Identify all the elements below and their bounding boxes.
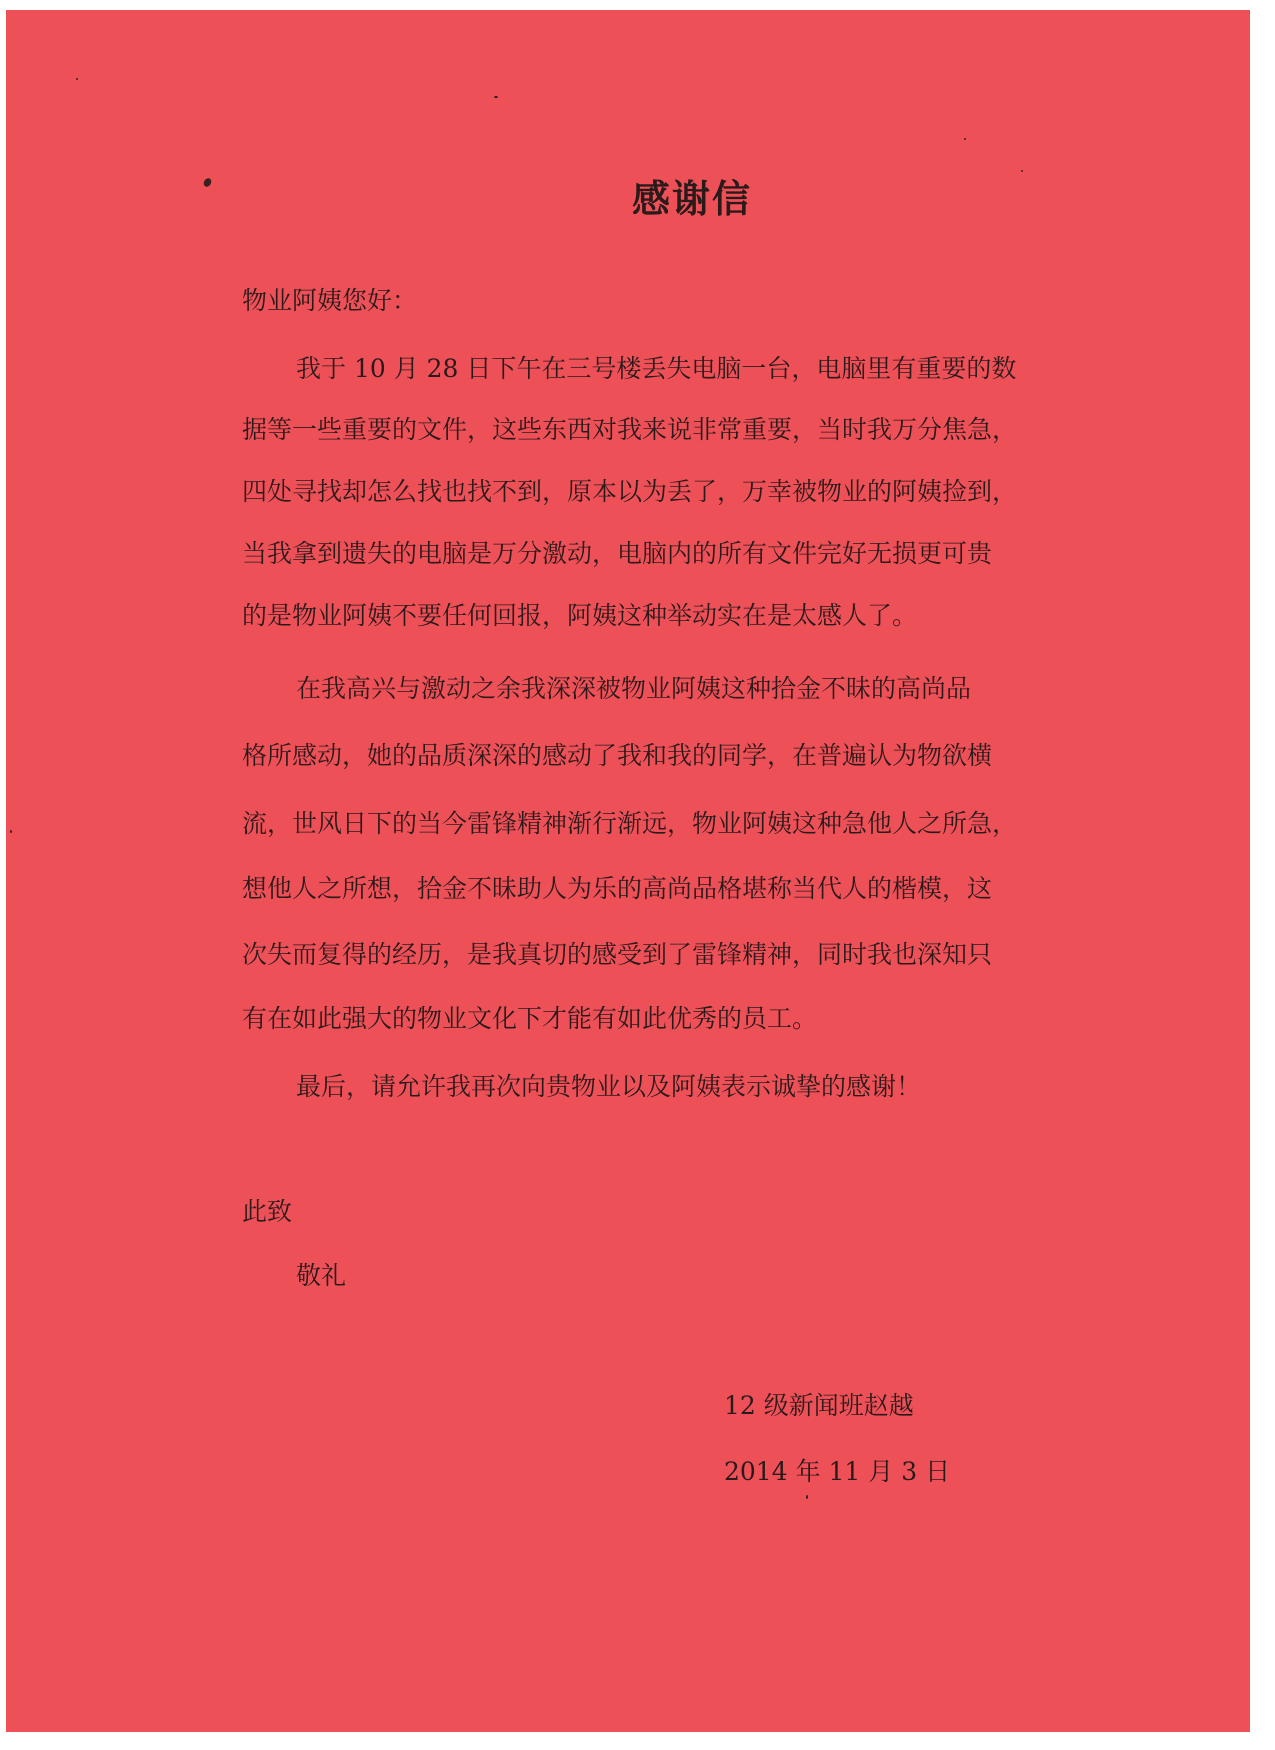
signature: 12 级新闻班赵越 — [724, 1391, 914, 1420]
scan-speck — [10, 830, 12, 833]
paragraph-line: 想他人之所想，拾金不昧助人为乐的高尚品格堪称当代人的楷模，这 — [242, 874, 993, 903]
letter-title: 感谢信 — [631, 176, 752, 221]
paragraph-line: 在我高兴与激动之余我深深被物业阿姨这种拾金不昧的高尚品 — [296, 674, 972, 703]
paragraph-line: 当我拿到遗失的电脑是万分激动，电脑内的所有文件完好无损更可贵 — [242, 539, 993, 568]
scan-speck — [806, 1495, 808, 1499]
paragraph-line: 据等一些重要的文件，这些东西对我来说非常重要，当时我万分焦急， — [242, 415, 1018, 444]
paragraph-line: 次失而复得的经历，是我真切的感受到了雷锋精神，同时我也深知只 — [242, 940, 993, 969]
scan-speck — [494, 96, 498, 98]
paragraph-line: 我于 10 月 28 日下午在三号楼丢失电脑一台，电脑里有重要的数 — [296, 354, 1017, 383]
paragraph-3: 最后，请允许我再次向贵物业以及阿姨表示诚挚的感谢！ — [296, 1072, 922, 1101]
salutation: 物业阿姨您好： — [242, 286, 418, 315]
scan-speck — [964, 138, 966, 140]
paragraph-line: 四处寻找却怎么找也找不到，原本以为丢了，万幸被物业的阿姨捡到， — [242, 477, 1018, 506]
paragraph-line: 有在如此强大的物业文化下才能有如此优秀的员工。 — [242, 1004, 818, 1033]
letter-date: 2014 年 11 月 3 日 — [724, 1457, 951, 1486]
paragraph-line: 格所感动，她的品质深深的感动了我和我的同学，在普遍认为物欲横 — [242, 741, 993, 770]
closing-salutation: 此致 — [242, 1197, 293, 1226]
closing-regards: 敬礼 — [296, 1261, 347, 1290]
paragraph-line: 流，世风日下的当今雷锋精神渐行渐远，物业阿姨这种急他人之所急， — [242, 809, 1018, 838]
paragraph-line: 的是物业阿姨不要任何回报，阿姨这种举动实在是太感人了。 — [242, 601, 918, 630]
letter-sheet — [6, 10, 1250, 1732]
scan-speck — [76, 78, 78, 80]
